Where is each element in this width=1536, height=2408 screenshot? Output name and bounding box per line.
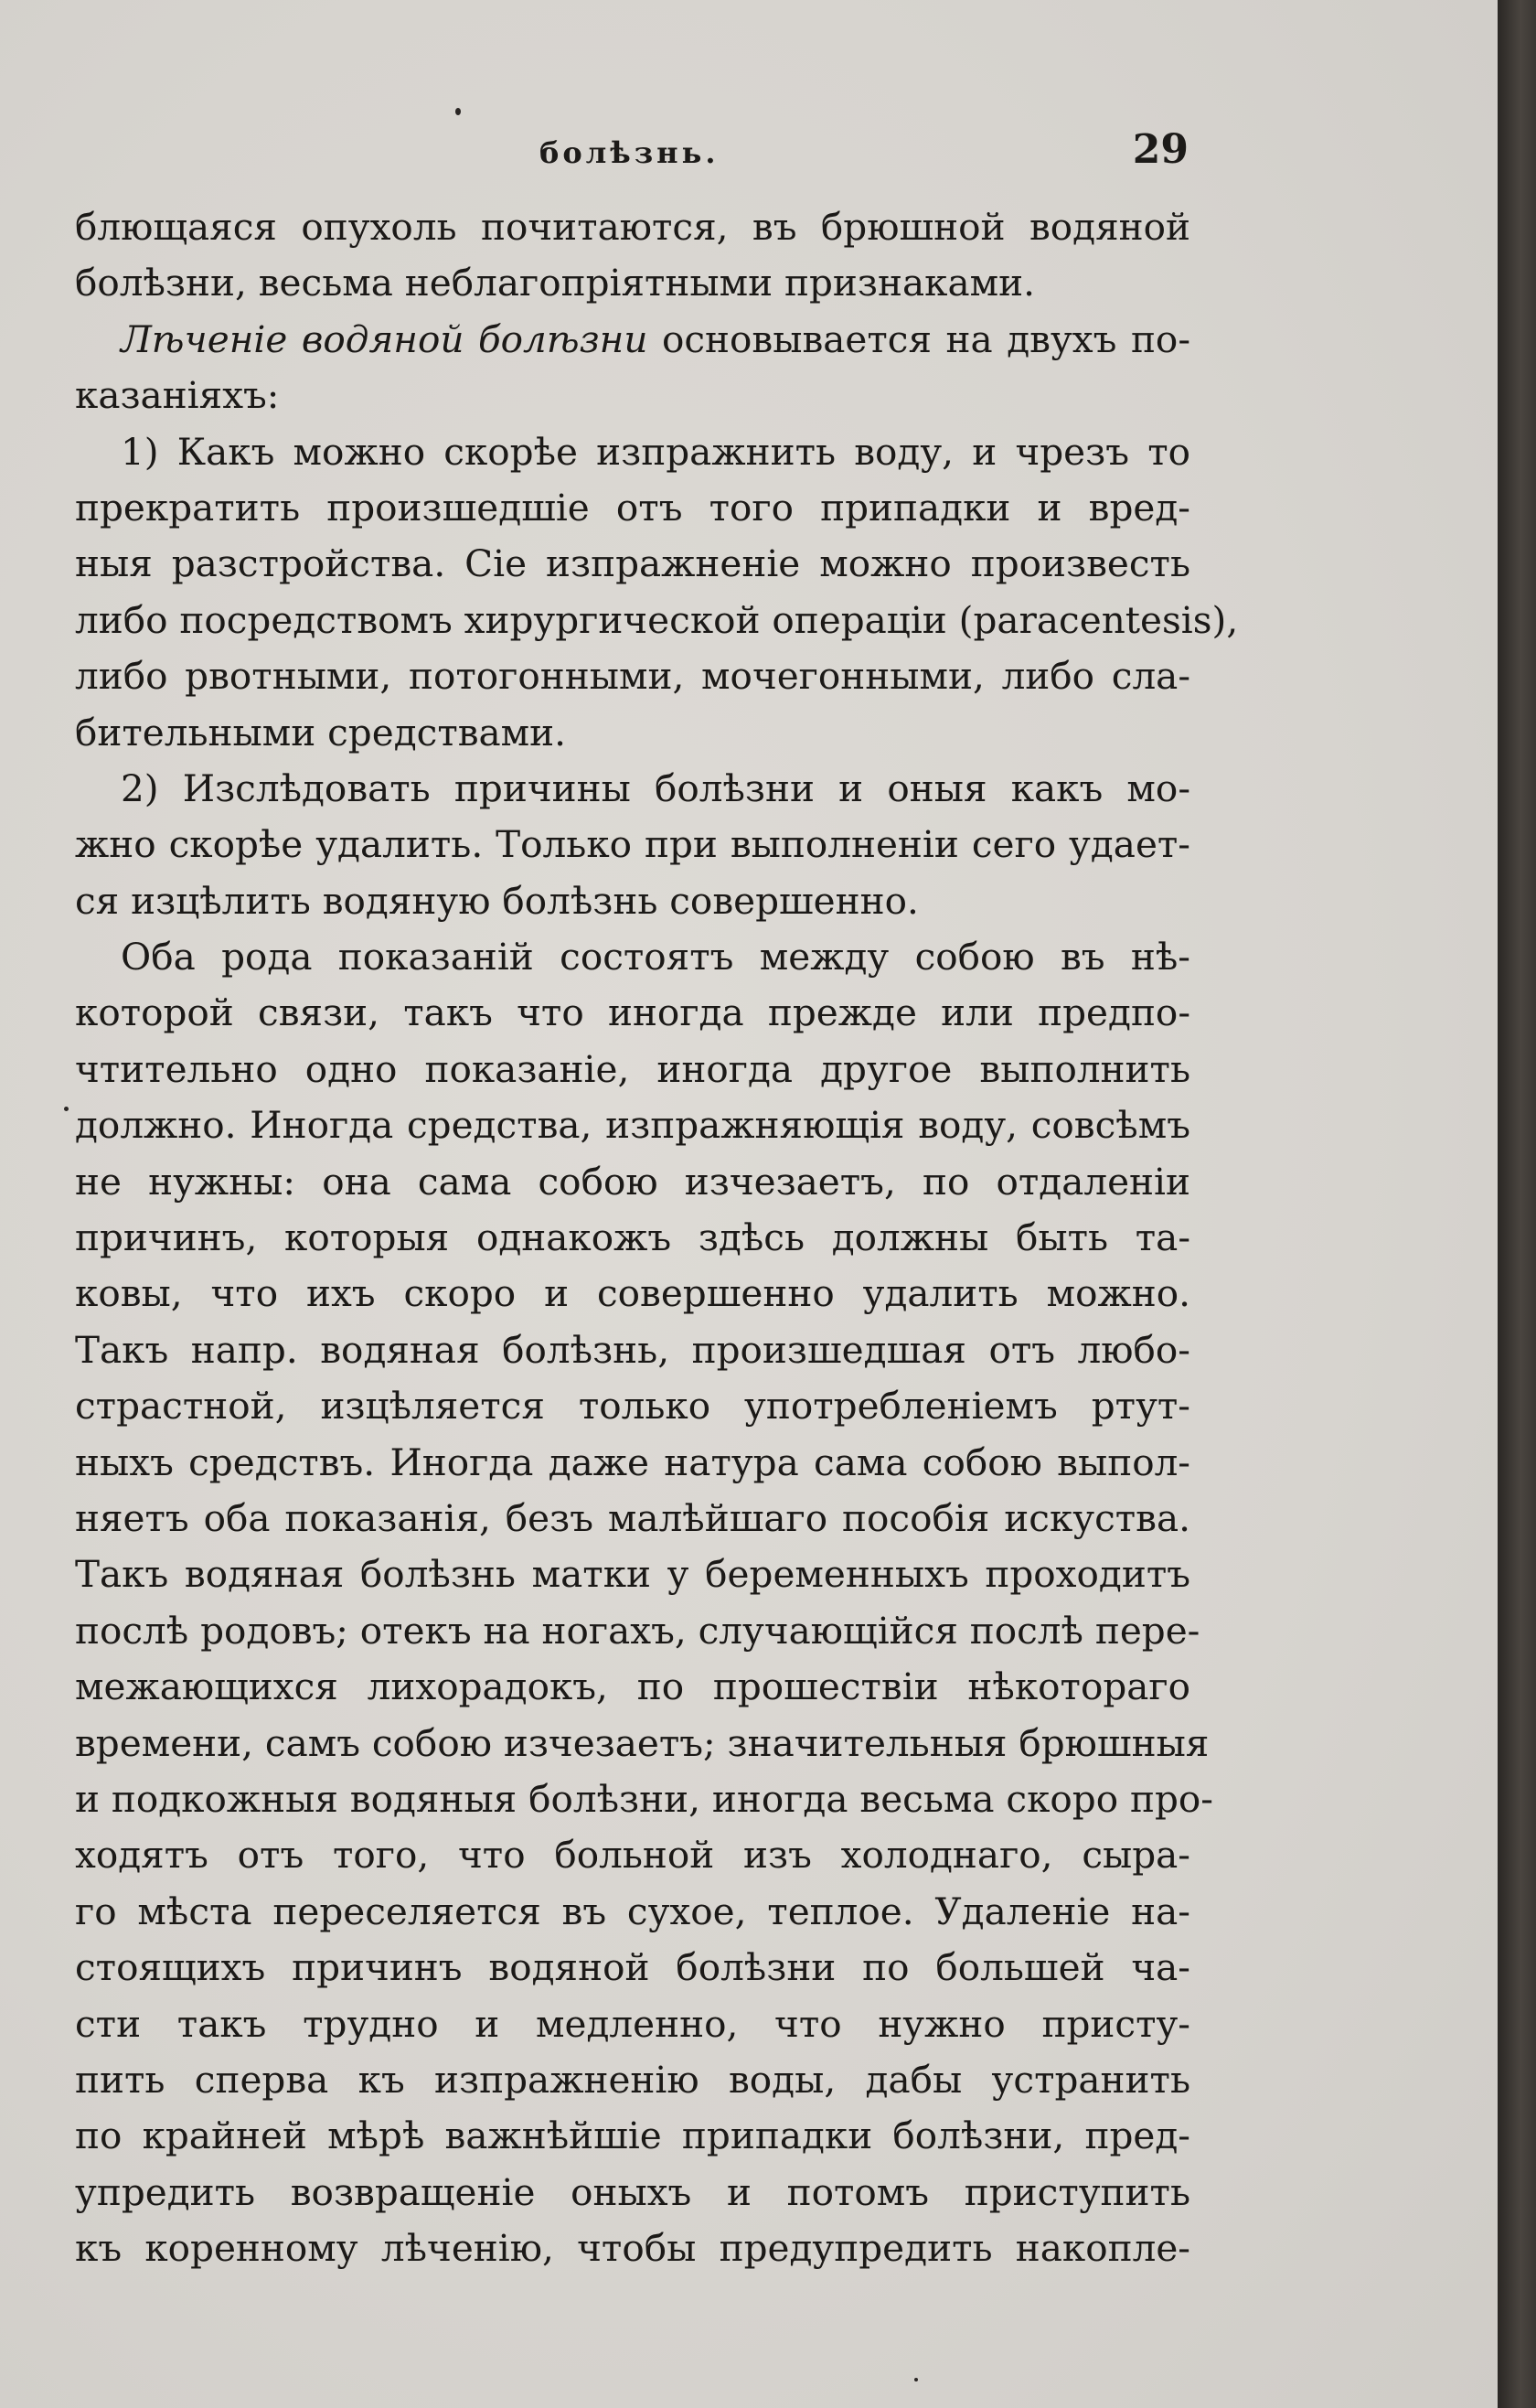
text-line: либо посредствомъ хирургической операціи (paracentesis), [75,597,1239,642]
text-line: послѣ родовъ; отекъ на ногахъ, случающійся послѣ пере- [75,1608,1200,1653]
text-line: го мѣста переселяется въ сухое, теплое. Удаленіе на- [75,1889,1190,1933]
text-line: по крайней мѣрѣ важнѣйшіе припадки болѣзни, пред- [75,2114,1190,2158]
text-line: ходятъ отъ того, что больной изъ холоднаго, сыра- [75,1833,1190,1878]
line-rest: основывается на двухъ по- [647,316,1191,361]
text-line: 2) Изслѣдовать причины болѣзни и оныя какъ мо- [121,765,1190,810]
running-title: болѣзнь. [539,135,720,170]
text-line: бительными средствами. [75,710,567,755]
text-line: ся изцѣлить водяную болѣзнь совершенно. [75,878,919,923]
text-line: страстной, изцѣляется только употребленіемъ ртут- [75,1384,1190,1429]
text-line: 1) Какъ можно скорѣе изпражнить воду, и чрезъ то [121,429,1190,474]
text-line: сти такъ трудно и медленно, что нужно присту- [75,2001,1190,2046]
text-line: и подкожныя водяныя болѣзни, иногда весьма скоро про- [75,1776,1213,1821]
paper-speck [914,2378,918,2381]
text-line: чтительно одно показаніе, иногда другое выполнить [75,1046,1190,1091]
book-spine-shadow [1498,0,1536,2408]
text-line: къ коренному лѣченію, чтобы предупредить накопле- [75,2226,1190,2271]
text-line: Такъ водяная болѣзнь матки у беременныхъ проходитъ [75,1552,1190,1597]
paper-speck [64,1107,69,1111]
text-line: ныя разстройства. Сіе изпражненіе можно произвесть [75,541,1190,586]
text-line: Оба рода показаній состоятъ между собою въ нѣ- [121,935,1190,979]
text-line: межающихся лихорадокъ, по прошествіи нѣкотораго [75,1664,1190,1709]
text-line: болѣзни, весьма неблагопріятными признаками. [75,261,1035,305]
text-line-heading [75,312,1190,368]
text-line: жно скорѣе удалить. Только при выполненіи сего удает- [75,822,1190,867]
text-line: пить сперва къ изпражненію воды, дабы устранить [75,2057,1190,2102]
text-line: упредить возвращеніе оныхъ и потомъ приступить [75,2169,1190,2214]
text-line: Такъ напр. водяная болѣзнь, произшедшая отъ любо- [75,1327,1190,1372]
text-line: ковы, что ихъ скоро и совершенно удалить можно. [75,1271,1190,1316]
page-header [73,126,1189,181]
italic-lead: Лѣченіе водяной болѣзни [121,316,648,361]
body-text [75,199,1239,2276]
text-line: должно. Иногда средства, изпражняющія воду, совсѣмъ [75,1103,1190,1148]
text-line: няетъ оба показанія, безъ малѣйшаго пособія искуства. [75,1495,1190,1540]
text-line: которой связи, такъ что иногда прежде или предпо- [75,990,1190,1035]
text-line: причинъ, которыя однакожъ здѣсь должны быть та- [75,1215,1190,1260]
paper-speck [455,108,461,115]
text-line: прекратить произшедшіе отъ того припадки и вред- [75,485,1190,530]
text-line: не нужны: она сама собою изчезаетъ, по отдаленіи [75,1159,1190,1204]
text-line: времени, самъ собою изчезаетъ; значительныя брюшныя [75,1720,1210,1765]
text-line: стоящихъ причинъ водяной болѣзни по большей ча- [75,1945,1190,1990]
text-line: казаніяхъ: [75,373,280,418]
page-number: 29 [1132,126,1189,173]
text-line: либо рвотными, потогонными, мочегонными, либо сла- [75,654,1190,699]
text-line: ныхъ средствъ. Иногда даже натура сама собою выпол- [75,1439,1190,1484]
text-line: блющаяся опухоль почитаются, въ брюшной водяной [75,205,1190,249]
